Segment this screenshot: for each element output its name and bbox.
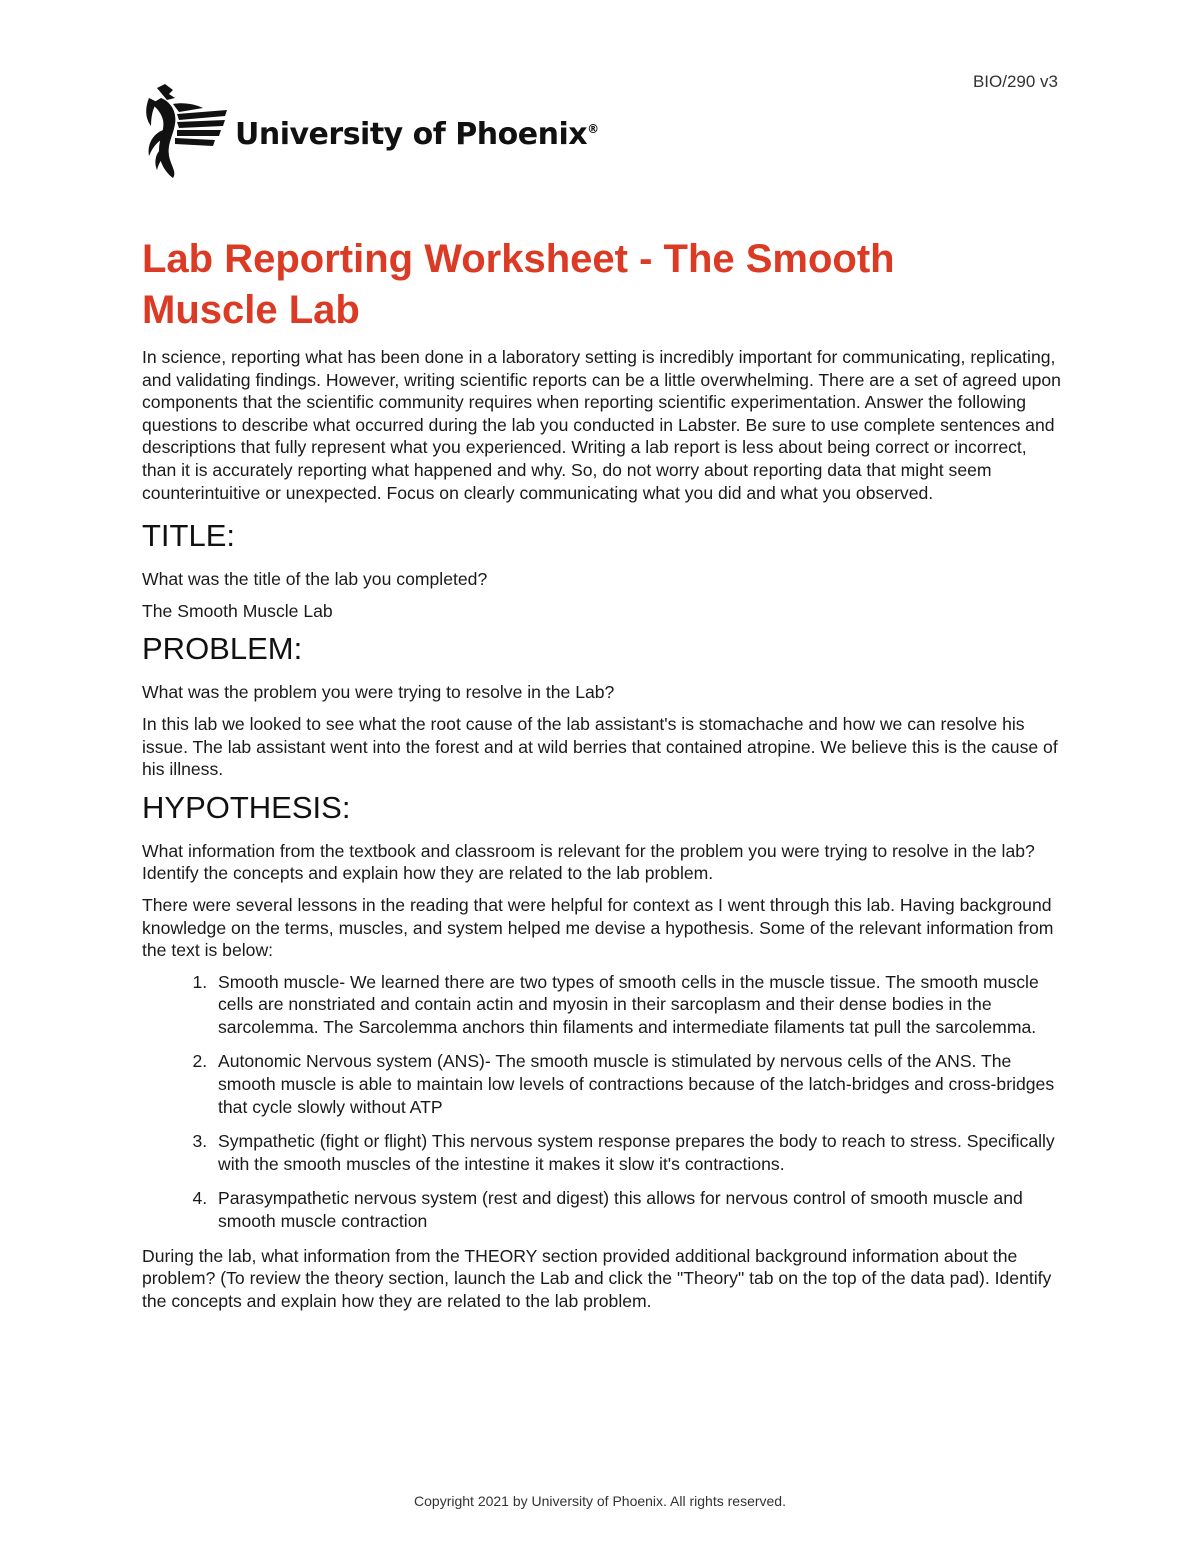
title-heading: TITLE: <box>142 518 236 554</box>
university-logo <box>143 84 599 178</box>
list-item: 3. Sympathetic (fight or flight) This nervous system response prepares the body to reach to stress. Specifically with the smooth muscles of the intestine it makes it slow it's contractions. <box>212 1130 1062 1175</box>
hypothesis-question: What information from the textbook and classroom is relevant for the problem you were trying to resolve in the lab? Identify the concepts and explain how they are related to the lab problem. <box>142 840 1035 884</box>
phoenix-bird-icon <box>143 84 229 178</box>
problem-answer: In this lab we looked to see what the root cause of the lab assistant's is stomachache and how we can resolve his issue. The lab assistant went into the forest and at wild berries that contained atropine. We believe this is the cause of his illness. <box>142 713 1058 780</box>
course-code: BIO/290 v3 <box>972 72 1058 91</box>
title-question: What was the title of the lab you completed? <box>142 569 488 590</box>
title-answer: The Smooth Muscle Lab <box>142 600 333 621</box>
relevant-concepts-list <box>142 971 1062 1233</box>
hypothesis-answer: There were several lessons in the reading that were helpful for context as I went through this lab. Having background knowledge on the terms, muscles, and system helped me devise a hypothesis. Some of the relevant information from the text is below: <box>142 894 1054 961</box>
problem-heading: PROBLEM: <box>142 631 303 667</box>
theory-question: During the lab, what information from the THEORY section provided additional background information about the problem? (To review the theory section, launch the Lab and click the "Theory" tab on the top of the data pad). Identify the concepts and explain how they are related to the lab problem. <box>142 1245 1052 1311</box>
registered-mark: ® <box>587 121 599 136</box>
problem-question: What was the problem you were trying to resolve in the Lab? <box>142 682 615 703</box>
document-body <box>142 234 1062 1321</box>
copyright-footer: Copyright 2021 by University of Phoenix. All rights reserved. <box>414 1493 786 1509</box>
document-title: Lab Reporting Worksheet - The Smooth Muscle Lab <box>142 237 895 332</box>
hypothesis-heading: HYPOTHESIS: <box>142 789 351 825</box>
logo-text: University of Phoenix <box>235 116 588 152</box>
list-item: 1. Smooth muscle- We learned there are two types of smooth cells in the muscle tissue. The smooth muscle cells are nonstriated and contain actin and myosin in their sarcoplasm and their dense bodies in the sarcolemma. The Sarcolemma anchors thin filaments and intermediate filaments tat pull the sarcolemma. <box>212 971 1062 1039</box>
intro-paragraph: In science, reporting what has been done in a laboratory setting is incredibly important for communicating, replicating, and validating findings. However, writing scientific reports can be a little overwhelming. There are a set of agreed upon components that the scientific community requires when reporting scientific experimentation. Answer the following questions to describe what occurred during the lab you conducted in Labster. Be sure to use complete sentences and descriptions that fully represent what you experienced. Writing a lab report is less about being correct or incorrect, than it is accurately reporting what happened and why. So, do not worry about reporting data that might seem counterintuitive or unexpected. Focus on clearly communicating what you did and what you observed. <box>142 347 1061 503</box>
list-item: 4. Parasympathetic nervous system (rest and digest) this allows for nervous control of smooth muscle and smooth muscle contraction <box>212 1187 1062 1232</box>
list-item: 2. Autonomic Nervous system (ANS)- The smooth muscle is stimulated by nervous cells of the ANS. The smooth muscle is able to maintain low levels of contractions because of the latch-bridges and cross-bridges that cycle slowly without ATP <box>212 1050 1062 1118</box>
